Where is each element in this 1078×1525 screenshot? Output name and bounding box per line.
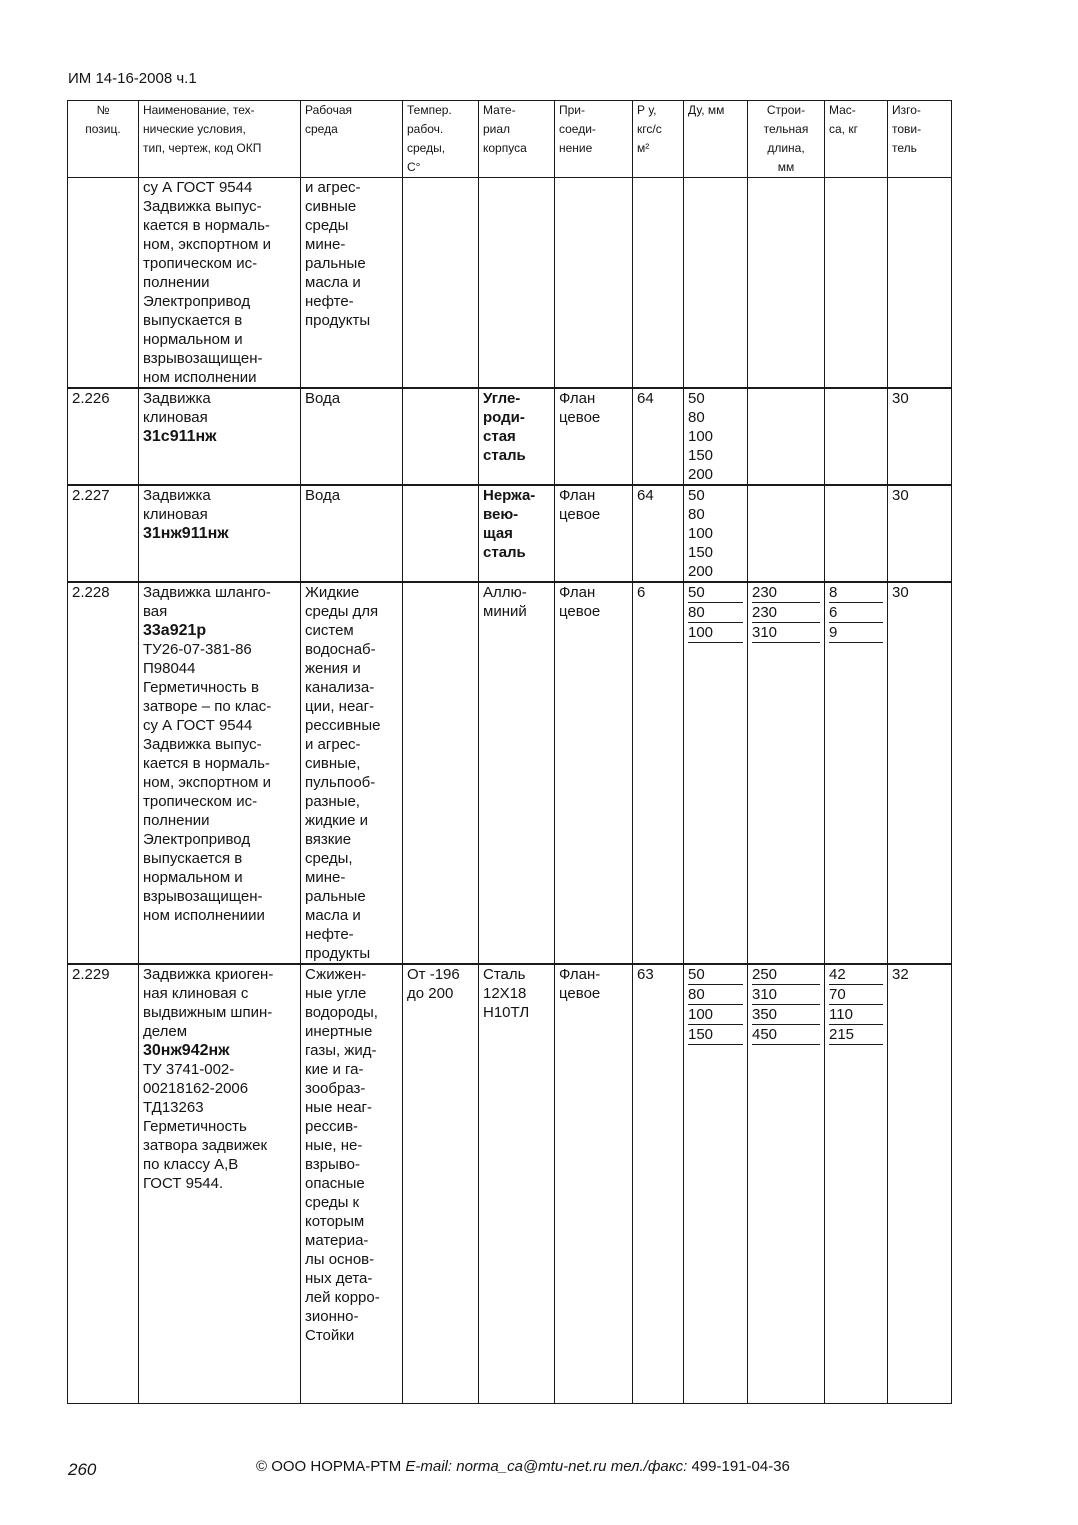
product-code: 33а921р [143,622,207,639]
medium-line: Вода [305,487,341,504]
material-line: Сталь [483,966,526,983]
table-row [68,964,952,1404]
material-cell [479,388,555,485]
pressure-cell [633,964,684,1404]
name-line: затвора задвижек [143,1137,268,1154]
temperature-cell [403,485,479,582]
header-line: рабоч. [407,122,444,136]
material-line: миний [483,603,527,620]
name-cell [139,178,301,389]
length-cell [748,388,825,485]
temperature-line: до 200 [407,985,454,1002]
product-code: 31с911нж [143,428,217,445]
header-line: № [96,103,110,117]
diameter-value: 200 [688,466,714,483]
material-line: Н10ТЛ [483,1004,530,1021]
temperature-cell [403,964,479,1404]
medium-line: мине- [305,236,346,253]
medium-line: среды, [305,850,353,867]
connection-line: цевое [559,409,601,426]
length-value: 230 [752,583,820,603]
header-line: тельная [763,122,809,136]
product-code: 30нж942нж [143,1042,230,1059]
medium-cell [301,485,403,582]
phone-number: 499-191-04-36 [691,1458,790,1475]
position-number: 2.229 [72,966,110,983]
medium-line: и агрес- [305,736,361,753]
column-header-4 [479,101,555,178]
name-line: су А ГОСТ 9544 [143,717,253,734]
table-body [68,178,952,1404]
maker-cell [888,582,952,964]
table-row [68,388,952,485]
diameter-cell [684,178,748,389]
connection-line: цевое [559,985,601,1002]
column-header-9 [825,101,888,178]
column-header-8 [748,101,825,178]
medium-line: пульпооб- [305,774,376,791]
name-line: полнении [143,812,210,829]
name-line: Задвижка [143,487,211,504]
connection-line: цевое [559,506,601,523]
header-line: риал [483,122,511,136]
footer-contacts [256,1458,790,1475]
medium-line: рессив- [305,1118,359,1135]
header-line: тель [892,141,917,155]
diameter-value: 150 [688,1025,743,1045]
medium-line: и агрес- [305,179,361,196]
name-line: выпускается в [143,312,243,329]
name-line: по классу А,В [143,1156,239,1173]
header-line: Наименование, тех- [143,103,255,117]
mass-cell [825,178,888,389]
name-line: Электропривод [143,293,251,310]
name-line: Герметичность в [143,679,259,696]
name-line: Герметичность [143,1118,247,1135]
header-line: длина, [767,141,805,155]
connection-line: Флан [559,390,596,407]
medium-cell [301,964,403,1404]
diameter-value: 80 [688,409,705,426]
name-cell [139,388,301,485]
header-line: Рабочая [305,103,352,117]
name-line: тропическом ис- [143,255,258,272]
column-header-5 [555,101,633,178]
medium-line: инертные [305,1023,373,1040]
name-line: Задвижка [143,390,211,407]
name-line: П98044 [143,660,196,677]
connection-cell [555,178,633,389]
medium-line: взрыво- [305,1156,360,1173]
medium-line: вязкие [305,831,352,848]
medium-cell [301,388,403,485]
length-value: 230 [752,603,820,623]
medium-line: среды [305,217,349,234]
maker-cell [888,485,952,582]
table-header-row [68,101,952,178]
name-line: кается в нормаль- [143,217,270,234]
temperature-line: От -196 [407,966,460,983]
mass-cell [825,964,888,1404]
diameter-value: 80 [688,985,743,1005]
medium-line: жения и [305,660,361,677]
email-link[interactable]: norma_ca@mtu-net.ru [456,1458,607,1475]
mass-value: 215 [829,1025,883,1045]
pressure-cell [633,178,684,389]
connection-cell [555,485,633,582]
medium-line: ральные [305,888,366,905]
header-line: корпуса [483,141,527,155]
length-cell [748,582,825,964]
position-number: 2.228 [72,584,110,601]
connection-line: цевое [559,603,601,620]
medium-line: рессивные [305,717,381,734]
material-line: сталь [483,544,526,561]
table-row [68,178,952,389]
name-line: тропическом ис- [143,793,258,810]
diameter-value: 50 [688,487,705,504]
table-row [68,582,952,964]
name-line: клиновая [143,506,208,523]
email-label: E-mail: [405,1458,453,1475]
position-number: 2.226 [72,390,110,407]
name-line: взрывозащищен- [143,350,263,367]
header-line: нение [559,141,593,155]
medium-line: мине- [305,869,346,886]
medium-line: масла и [305,907,361,924]
medium-line: опасные [305,1175,365,1192]
phone-label: тел./факс: [610,1458,688,1475]
header-line: Ду, мм [688,103,725,117]
diameter-value: 80 [688,506,705,523]
medium-line: сивные, [305,755,361,772]
medium-line: ральные [305,255,366,272]
header-line: соеди- [559,122,596,136]
diameter-cell [684,964,748,1404]
document-header: ИМ 14-16-2008 ч.1 [68,70,197,87]
name-cell [139,964,301,1404]
medium-line: нефте- [305,293,354,310]
length-cell [748,178,825,389]
name-line: ном, экспортном и [143,774,271,791]
pressure-value: 64 [637,487,654,504]
material-cell [479,964,555,1404]
position-number: 2.227 [72,487,110,504]
material-line: 12Х18 [483,985,527,1002]
pressure-value: 63 [637,966,654,983]
header-line: среды, [407,141,446,155]
header-line: тови- [892,122,922,136]
name-line: Задвижка выпус- [143,198,262,215]
maker-cell [888,964,952,1404]
name-line: ном исполнениии [143,907,265,924]
medium-line: Сжижен- [305,966,367,983]
header-line: м² [637,141,650,155]
product-code: 31нж911нж [143,525,229,542]
pressure-cell [633,388,684,485]
name-cell [139,582,301,964]
diameter-cell [684,388,748,485]
pressure-value: 64 [637,390,654,407]
diameter-value: 100 [688,428,714,445]
name-line: полнении [143,274,210,291]
temperature-cell [403,582,479,964]
length-value: 310 [752,623,820,643]
medium-line: разные, [305,793,360,810]
mass-value: 6 [829,603,883,623]
column-header-0 [68,101,139,178]
pressure-cell [633,582,684,964]
material-line: стая [483,428,516,445]
mass-value: 70 [829,985,883,1005]
length-value: 350 [752,1005,820,1025]
name-line: нормальном и [143,869,243,886]
header-line: нические условия, [143,122,246,136]
header-line: са, кг [829,122,858,136]
position-cell [68,582,139,964]
name-cell [139,485,301,582]
mass-value: 42 [829,965,883,985]
diameter-value: 150 [688,447,714,464]
column-header-3 [403,101,479,178]
medium-cell [301,582,403,964]
mass-cell [825,582,888,964]
diameter-cell [684,582,748,964]
diameter-value: 150 [688,544,714,561]
mass-value: 9 [829,623,883,643]
medium-cell [301,178,403,389]
medium-line: канализа- [305,679,375,696]
material-line: Угле- [483,390,521,407]
material-cell [479,582,555,964]
medium-line: среды к [305,1194,360,1211]
name-line: ном исполнении [143,369,257,386]
pressure-value: 6 [637,584,646,601]
name-line: ТУ 3741-002- [143,1061,235,1078]
maker-cell [888,388,952,485]
connection-cell [555,582,633,964]
medium-line: Жидкие [305,584,360,601]
medium-line: продукты [305,312,371,329]
length-cell [748,485,825,582]
column-header-6 [633,101,684,178]
length-cell [748,964,825,1404]
position-cell [68,178,139,389]
name-line: выпускается в [143,850,243,867]
name-line: 00218162-2006 [143,1080,249,1097]
name-line: Электропривод [143,831,251,848]
medium-line: ные, не- [305,1137,363,1154]
diameter-value: 50 [688,965,743,985]
name-line: Задвижка выпус- [143,736,262,753]
medium-line: сивные [305,198,357,215]
connection-line: Флан- [559,966,601,983]
medium-line: которым [305,1213,365,1230]
material-line: сталь [483,447,526,464]
header-line: кгс/с [637,122,662,136]
header-line: позиц. [85,122,121,136]
material-line: щая [483,525,513,542]
header-line: тип, чертеж, код ОКП [143,141,262,155]
table-row [68,485,952,582]
connection-line: Флан [559,487,596,504]
name-line: ТД13263 [143,1099,204,1116]
maker-cell [888,178,952,389]
position-cell [68,388,139,485]
medium-line: кие и га- [305,1061,364,1078]
maker-code: 30 [892,584,909,601]
name-line: ТУ26-07-381-86 [143,641,252,658]
medium-line: ные угле [305,985,367,1002]
medium-line: ции, неаг- [305,698,375,715]
maker-code: 30 [892,487,909,504]
column-header-10 [888,101,952,178]
medium-line: среды для [305,603,379,620]
pressure-cell [633,485,684,582]
medium-line: материа- [305,1232,369,1249]
page-number: 260 [68,1460,97,1479]
temperature-cell [403,178,479,389]
mass-value: 8 [829,583,883,603]
name-line: Задвижка шланго- [143,584,271,601]
material-cell [479,485,555,582]
mass-cell [825,388,888,485]
medium-line: ные неаг- [305,1099,373,1116]
name-line: кается в нормаль- [143,755,270,772]
copyright-text: © ООО НОРМА-РТМ [256,1458,402,1475]
medium-line: жидкие и [305,812,368,829]
position-cell [68,485,139,582]
connection-cell [555,964,633,1404]
header-line: Мас- [829,103,856,117]
medium-line: масла и [305,274,361,291]
name-line: нормальном и [143,331,243,348]
header-line: Изго- [892,103,921,117]
medium-line: газы, жид- [305,1042,377,1059]
connection-line: Флан [559,584,596,601]
medium-line: зионно- [305,1308,359,1325]
header-line: Темпер. [407,103,452,117]
column-header-2 [301,101,403,178]
connection-cell [555,388,633,485]
medium-line: систем [305,622,354,639]
medium-line: ных дета- [305,1270,373,1287]
length-value: 450 [752,1025,820,1045]
name-line: ГОСТ 9544. [143,1175,224,1192]
medium-line: водороды, [305,1004,378,1021]
header-line: При- [559,103,585,117]
length-value: 250 [752,965,820,985]
material-line: Аллю- [483,584,527,601]
medium-line: продукты [305,945,371,962]
diameter-value: 200 [688,563,714,580]
header-line: Мате- [483,103,516,117]
medium-line: Стойки [305,1327,355,1344]
specification-table [67,100,952,1404]
column-header-1 [139,101,301,178]
material-cell [479,178,555,389]
diameter-value: 100 [688,1005,743,1025]
medium-line: зообраз- [305,1080,366,1097]
mass-value: 110 [829,1005,883,1025]
medium-line: лы основ- [305,1251,375,1268]
name-line: взрывозащищен- [143,888,263,905]
diameter-value: 100 [688,525,714,542]
name-line: клиновая [143,409,208,426]
maker-code: 30 [892,390,909,407]
length-value: 310 [752,985,820,1005]
maker-code: 32 [892,966,909,983]
name-line: делем [143,1023,188,1040]
material-line: роди- [483,409,525,426]
header-line: среда [305,122,338,136]
diameter-cell [684,485,748,582]
material-line: вею- [483,506,519,523]
medium-line: водоснаб- [305,641,376,658]
name-line: Задвижка криоген- [143,966,274,983]
header-line: С° [407,160,421,174]
diameter-value: 100 [688,623,743,643]
header-line: Р у, [637,103,657,117]
name-line: затворе – по клас- [143,698,272,715]
medium-line: нефте- [305,926,354,943]
medium-line: лей корро- [305,1289,380,1306]
diameter-value: 80 [688,603,743,623]
name-line: су А ГОСТ 9544 [143,179,253,196]
column-header-7 [684,101,748,178]
position-cell [68,964,139,1404]
name-line: выдвижным шпин- [143,1004,273,1021]
diameter-value: 50 [688,390,705,407]
header-line: Строи- [766,103,806,117]
header-line: мм [777,160,795,174]
temperature-cell [403,388,479,485]
medium-line: Вода [305,390,341,407]
diameter-value: 50 [688,583,743,603]
name-line: ном, экспортном и [143,236,271,253]
name-line: вая [143,603,168,620]
mass-cell [825,485,888,582]
name-line: ная клиновая с [143,985,249,1002]
material-line: Нержа- [483,487,536,504]
